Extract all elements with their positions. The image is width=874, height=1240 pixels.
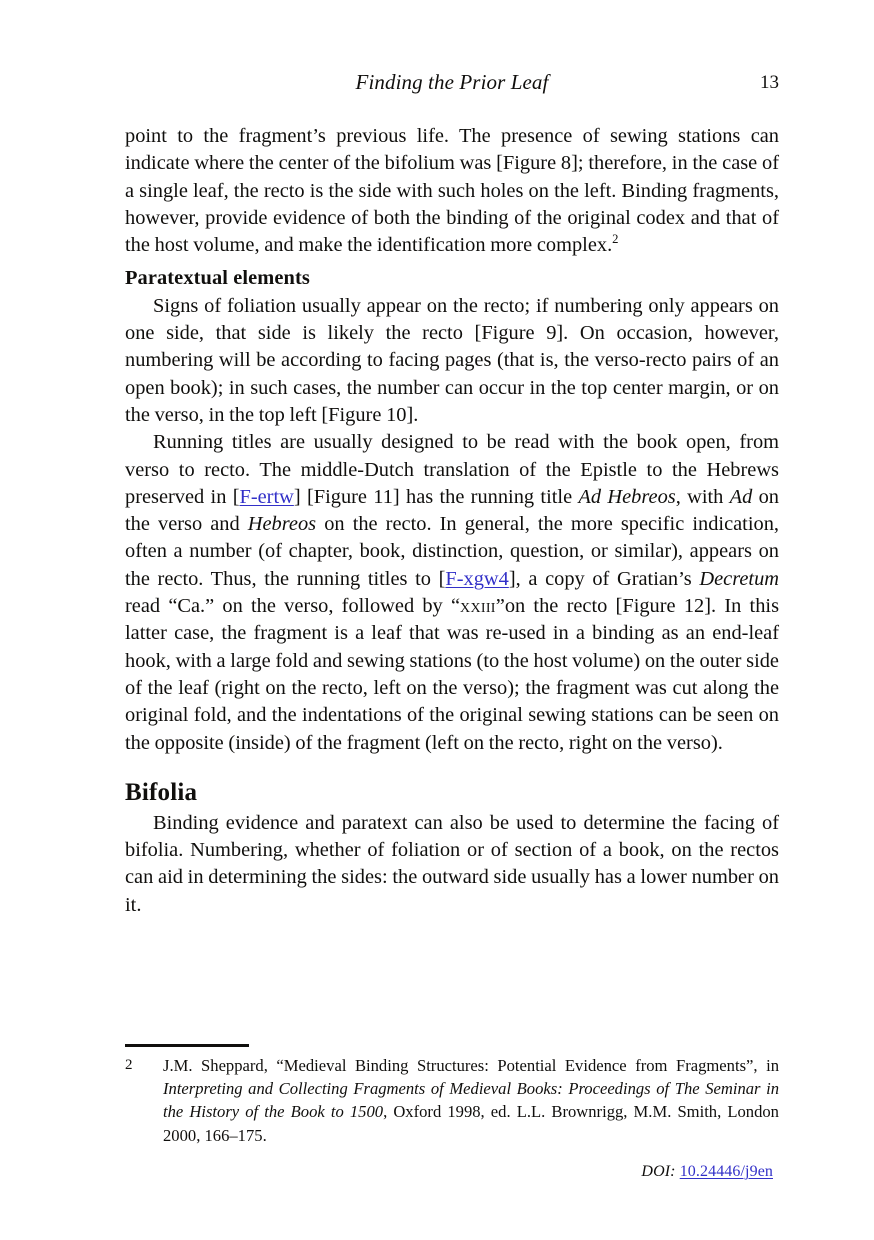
paragraph-continuation [125,123,779,259]
footnote-seg-1: J.M. Sheppard, “Medieval Binding Structures: Potential Evidence from Fragments”, in [163,1056,779,1075]
paragraph-3 [125,429,779,757]
running-head-title: Finding the Prior Leaf [355,70,549,94]
footnote-seg-2: , Oxford 1998, ed. L.L. Brownrigg, M.M. Smith, London 2000, 166–175. [163,1102,779,1145]
section-heading-paratextual-elements: Paratextual elements [125,267,310,290]
paragraph-4: Binding evidence and paratext can also be used to determine the facing of bifolia. Numbering, whether of foliation or of section of a book, on the rectos can aid in determining the sides: the outward side usually has a lower number on it. [125,811,779,916]
running-title-ad-hebreos: Ad Hebreos [578,485,676,508]
paragraph-3-seg-5: on the recto. In general, the more specific indication, often a number (of chapter, book, distinction, question, or similar), appears on the recto. Thus, the running titles to [ [125,513,779,590]
footnote-item [125,1054,779,1147]
running-title-hebreos: Hebreos [247,513,317,536]
work-title-decretum: Decretum [699,567,780,590]
paragraph-3-seg-1: Running titles are usually designed to be read with the book open, from verso to recto. The middle-Dutch translation of the Epistle to the Hebrews preserved in [ [125,431,779,508]
paragraph-3-seg-3: , with [675,485,730,508]
fragment-link-f-xgw4[interactable]: F-xgw4 [445,567,509,590]
footnote-area [125,1054,779,1147]
paragraph-2: Signs of foliation usually appear on the recto; if numbering only appears on one side, that side is likely the recto [Figure 9]. On occasion, however, numbering will be according to facing pages (that is, the verso-recto pairs of an open book); in such cases, the number can occur in the top center margin, or on the verso, in the top left [Figure 10]. [125,294,779,426]
roman-numeral-xxiii: xxiii [460,595,496,618]
paragraph-3-seg-2: ] [Figure 11] has the running title [293,485,579,508]
footnote-number: 2 [125,1057,133,1073]
doi-link[interactable]: 10.24446/j9en [679,1163,773,1180]
paragraph-3-seg-6: ], a copy of Gratian’s [508,567,700,590]
footnote-reference-2[interactable]: 2 [612,232,619,247]
paragraph-1-text: point to the fragment’s previous life. The presence of sewing stations can indicate where the center of the bifolium was [Figure 8]; therefore, in the case of a single leaf, the recto is the side with such holes on the left. Binding fragments, however, provide evidence of both the binding of the original codex and that of the host volume, and make the identification more complex. [125,125,779,257]
doi-label: DOI: [641,1163,676,1180]
footnote-book-title: Interpreting and Collecting Fragments of Medieval Books: Proceedings of The Seminar in the History of the Book to 1500 [163,1079,779,1122]
running-title-ad: Ad [729,485,753,508]
paragraph-3-seg-4: on the verso and [125,485,779,536]
fragment-link-f-ertw[interactable]: F-ertw [239,485,294,508]
section-heading-bifolia: Bifolia [125,778,198,806]
page-number: 13 [760,72,779,93]
footnote-separator-rule [125,1044,249,1047]
doi-line [641,1163,773,1181]
paragraph-3-seg-7: read “Ca.” on the verso, followed by “ [125,595,461,618]
running-head [125,70,779,100]
paragraph-3-seg-8: ”on the recto [Figure 12]. In this latter case, the fragment is a leaf that was re-used in a binding as an end-leaf hook, with a large fold and sewing stations (to the host volume) on the outer side of the leaf (right on the recto, left on the verso); the fragment was cut along the original fold, and the indentations of the original sewing stations can be seen on the opposite (inside) of the fragment (left on the recto, right on the verso). [125,595,780,754]
text-column [125,123,779,919]
